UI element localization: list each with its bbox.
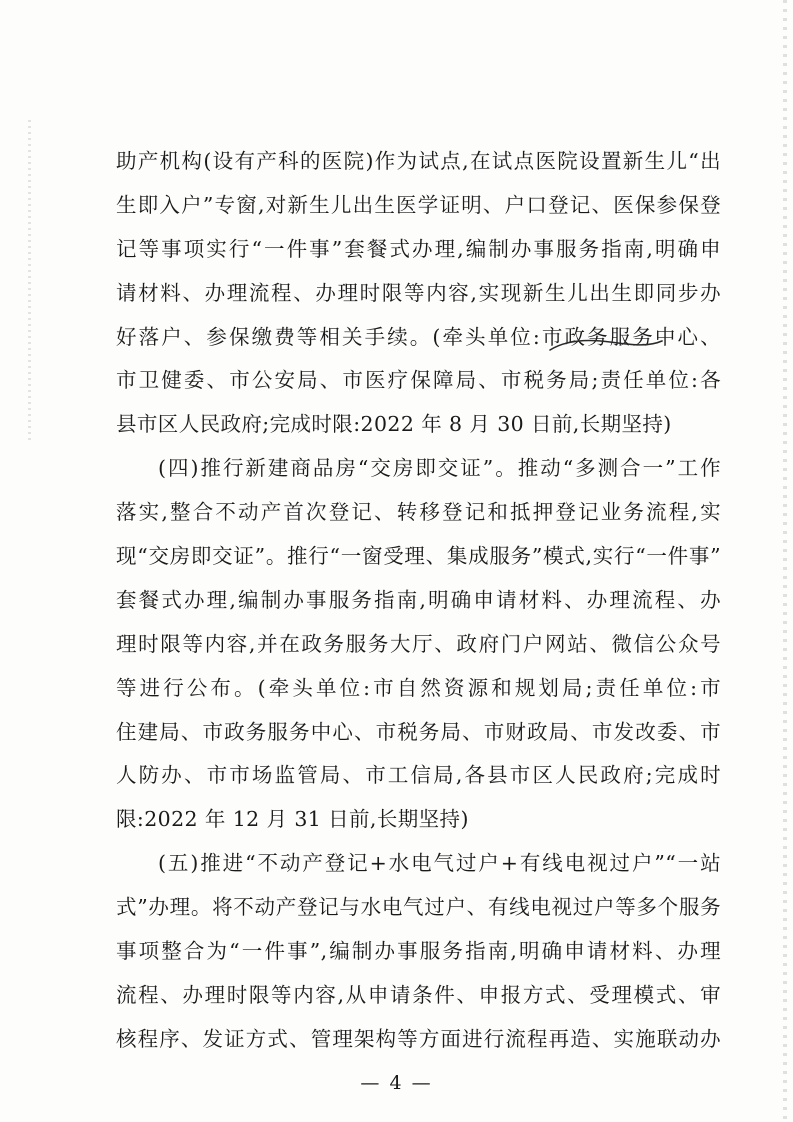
text-line: 等进行公布。(牵头单位:市自然资源和规划局;责任单位:市 xyxy=(116,675,721,700)
body-text xyxy=(116,140,721,1062)
text-line: 好落户、参保缴费等相关手续。(牵头单位:市政务服务中心、 xyxy=(116,324,721,349)
text-line: 县市区人民政府;完成时限:2022 年 8 月 30 日前,长期坚持) xyxy=(116,412,672,437)
text-line: 现“交房即交证”。推行“一窗受理、集成服务”模式,实行“一件事” xyxy=(116,544,721,569)
scan-artifact-right xyxy=(783,0,787,1122)
text-line: 生即入户”专窗,对新生儿出生医学证明、户口登记、医保参保登 xyxy=(116,192,721,217)
text-line: 核程序、发证方式、管理架构等方面进行流程再造、实施联动办 xyxy=(116,1026,721,1051)
text-line: 住建局、市政务服务中心、市税务局、市财政局、市发改委、市 xyxy=(116,719,721,744)
scan-artifact-left xyxy=(28,120,31,440)
text-line: 助产机构(设有产科的医院)作为试点,在试点医院设置新生儿“出 xyxy=(116,149,721,173)
text-line: 请材料、办理流程、办理时限等内容,实现新生儿出生即同步办 xyxy=(116,280,721,305)
text-line: 流程、办理时限等内容,从申请条件、申报方式、受理模式、审 xyxy=(116,982,721,1007)
text-line: 市卫健委、市公安局、市医疗保障局、市税务局;责任单位:各 xyxy=(116,368,721,393)
text-line: 记等事项实行“一件事”套餐式办理,编制办事服务指南,明确申 xyxy=(116,236,721,261)
text-line: 落实,整合不动产首次登记、转移登记和抵押登记业务流程,实 xyxy=(116,500,721,525)
text-line: 事项整合为“一件事”,编制办事服务指南,明确申请材料、办理 xyxy=(116,939,721,964)
section-heading-line: (五)推进“不动产登记+水电气过户+有线电视过户”“一站 xyxy=(158,851,721,876)
text-line: 人防办、市市场监管局、市工信局,各县市区人民政府;完成时 xyxy=(116,763,721,788)
text-line: 理时限等内容,并在政务服务大厅、政府门户网站、微信公众号 xyxy=(116,631,721,656)
text-line: 限:2022 年 12 月 31 日前,长期坚持) xyxy=(116,807,469,832)
text-line: 式”办理。将不动产登记与水电气过户、有线电视过户等多个服务 xyxy=(116,895,721,920)
page-number: — 4 — xyxy=(360,1072,433,1094)
handwritten-underline-mark xyxy=(548,337,664,353)
text-line: 套餐式办理,编制办事服务指南,明确申请材料、办理流程、办 xyxy=(116,587,721,612)
section-heading-line: (四)推行新建商品房“交房即交证”。推动“多测合一”工作 xyxy=(158,456,721,481)
